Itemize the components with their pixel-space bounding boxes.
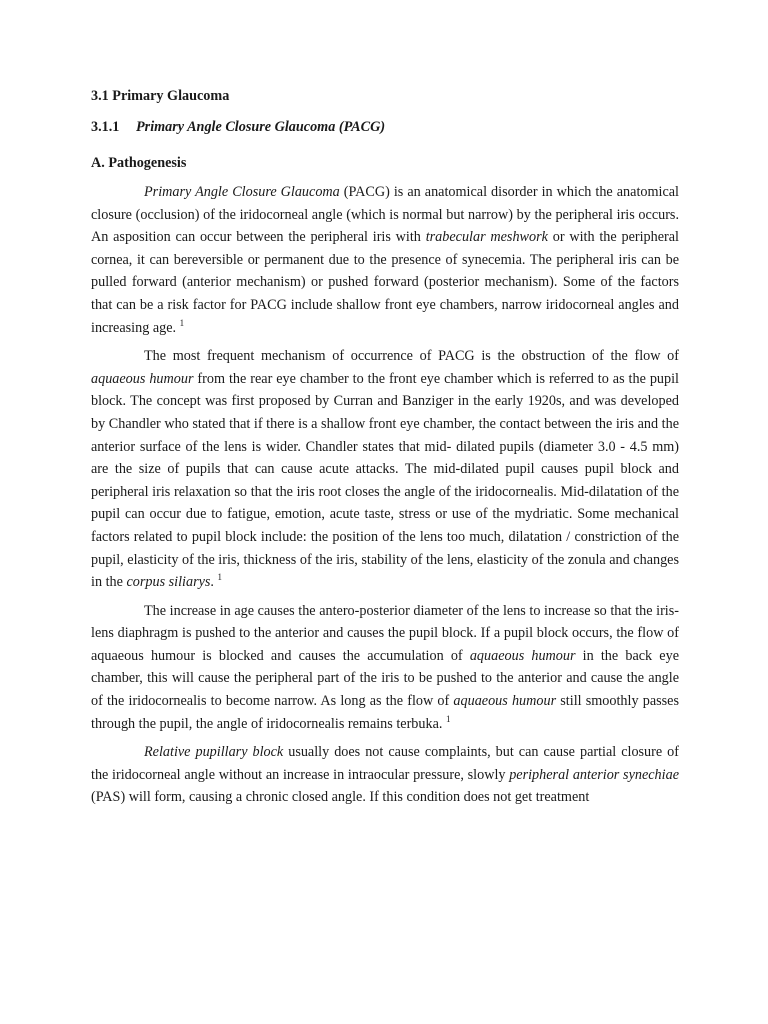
reference-marker: 1 bbox=[445, 713, 451, 724]
paragraph-2 bbox=[91, 345, 679, 594]
aquaeous-term: aquaeous humour bbox=[453, 693, 557, 710]
paragraph-text: The increase in age causes the antero-posterior diameter of the lens to increase so that the iris-lens diaphragm is pushed to the anterior and causes the pupil block. If a pupil block occurs, the flow of aquaeous humour is blocked and causes the accumulation of bbox=[91, 602, 679, 664]
aquaeous-term: aquaeous humour bbox=[91, 370, 194, 387]
pathogenesis-heading: A. Pathogenesis bbox=[91, 155, 187, 171]
paragraph-3 bbox=[91, 600, 679, 736]
document-page bbox=[91, 86, 679, 815]
aquaeous-term: aquaeous humour bbox=[469, 647, 576, 664]
synechiae-term: peripheral anterior synechiae bbox=[509, 766, 679, 783]
section-heading: 3.1 Primary Glaucoma bbox=[91, 88, 230, 104]
paragraph-text: (PAS) will form, causing a chronic closed angle. If this condition does not get treatment bbox=[91, 789, 590, 806]
reference-marker: 1 bbox=[179, 317, 185, 328]
subsection-number: 3.1.1 bbox=[91, 119, 120, 135]
subsection-title: Primary Angle Closure Glaucoma (PACG) bbox=[136, 119, 386, 135]
trabecular-term: trabecular meshwork bbox=[425, 229, 548, 246]
reference-marker: 1 bbox=[217, 572, 223, 583]
paragraph-text: The most frequent mechanism of occurrence of PACG is the obstruction of the flow of bbox=[144, 348, 679, 365]
corpus-term: corpus siliarys bbox=[126, 574, 211, 591]
pupillary-block-term: Relative pupillary block bbox=[144, 744, 284, 761]
paragraph-text: still smoothly passes through the pupil, the angle of iridocornealis remains terbuka. bbox=[91, 693, 679, 732]
paragraph-text: in the back eye chamber, this will cause the peripheral part of the iris to be pushed to the anterior and cause the angle of the iridocornealis to become narrow. As long as the flow of bbox=[91, 647, 679, 710]
paragraph-1 bbox=[91, 181, 679, 339]
paragraph-text: . bbox=[210, 574, 218, 591]
paragraph-text: from the rear eye chamber to the front eye chamber which is referred to as the pupil block. The concept was first proposed by Curran and Banziger in the early 1920s, and was developed by Chandler who stated that if there is a shallow front eye chamber, the contact between the iris and the anterior surface of the lens is wider. Chandler states that mid- dilated pupils (diameter 3.0 - 4.5 mm) are the size of pupils that can cause acute attacks. The mid-dilated pupil causes pupil block and peripheral iris relaxation so that the iris root closes the angle of the iridocornealis. Mid-dilatation of the pupil can occur due to fatigue, emotion, acute taste, stress or use of the mydriatic. Some mechanical factors related to pupil block include: the position of the lens too much, dilatation / constriction of the pupil, elasticity of the iris, thickness of the iris, stability of the lens, elasticity of the zonula and changes in the bbox=[91, 370, 679, 591]
paragraph-text: usually does not cause complaints, but can cause partial closure of the iridocorneal angle without an increase in intraocular pressure, slowly bbox=[91, 744, 679, 783]
paragraph-4 bbox=[91, 741, 679, 809]
paragraph-text: (PACG) is an anatomical disorder in which the anatomical closure (occlusion) of the iridocorneal angle (which is normal but narrow) by the peripheral iris occurs. An asposition can occur between the peripheral iris with bbox=[91, 184, 679, 246]
subsection-heading bbox=[91, 117, 679, 137]
pacg-term: Primary Angle Closure Glaucoma bbox=[144, 184, 340, 200]
paragraph-text: or with the peripheral cornea, it can bereversible or permanent due to the presence of synecemia. The peripheral iris can be pulled forward (anterior mechanism) or pushed forward (posterior mechanism). Some of the factors that can be a risk factor for PACG include shallow front eye chambers, narrow iridocorneal angles and increasing age. bbox=[91, 229, 679, 336]
